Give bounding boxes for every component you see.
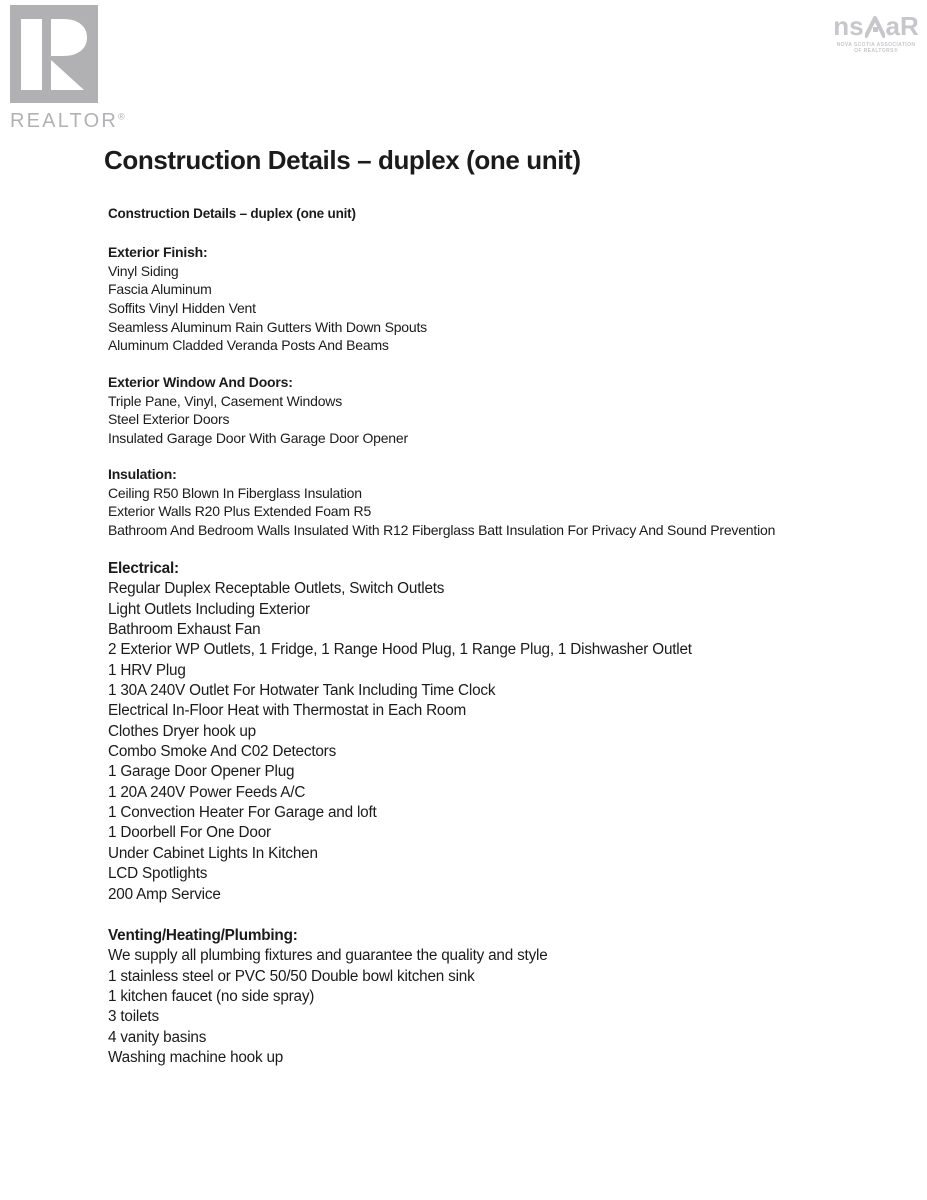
nsar-logo xyxy=(829,12,923,54)
section-line: Light Outlets Including Exterior xyxy=(108,600,310,618)
section-insulation xyxy=(108,465,775,540)
section-heading: Exterior Finish: xyxy=(108,244,208,260)
section-exterior-finish xyxy=(108,243,427,355)
section-line: Ceiling R50 Blown In Fiberglass Insulation xyxy=(108,484,362,501)
section-heading: Venting/Heating/Plumbing: xyxy=(108,927,298,944)
nsar-wordmark xyxy=(829,12,923,40)
section-line: Bathroom Exhaust Fan xyxy=(108,621,261,639)
section-line: 1 kitchen faucet (no side spray) xyxy=(108,988,315,1006)
section-line: 1 20A 240V Power Feeds A/C xyxy=(108,783,306,801)
realtor-r-icon xyxy=(10,5,98,103)
section-line: Triple Pane, Vinyl, Casement Windows xyxy=(108,392,343,409)
section-line: 3 toilets xyxy=(108,1008,159,1026)
realtor-logo-text: REALTOR xyxy=(10,110,119,132)
section-line: Seamless Aluminum Rain Gutters With Down Spouts xyxy=(108,318,427,335)
nsar-tagline-line1: NOVA SCOTIA ASSOCIATION xyxy=(836,42,916,48)
section-heading: Exterior Window And Doors: xyxy=(108,374,293,390)
section-line: Steel Exterior Doors xyxy=(108,411,230,428)
section-line: Soffits Vinyl Hidden Vent xyxy=(108,299,256,316)
section-line: Clothes Dryer hook up xyxy=(108,722,256,740)
registered-trademark-symbol: ® xyxy=(118,111,125,122)
section-heading: Electrical: xyxy=(108,560,179,577)
page-title: Construction Details – duplex (one unit) xyxy=(104,145,581,175)
realtor-logo xyxy=(10,5,125,133)
section-heading: Insulation: xyxy=(108,466,177,482)
section-line: 1 30A 240V Outlet For Hotwater Tank Including Time Clock xyxy=(108,682,496,700)
section-line: 2 Exterior WP Outlets, 1 Fridge, 1 Range Hood Plug, 1 Range Plug, 1 Dishwasher Outlet xyxy=(108,641,692,659)
section-line: 1 Garage Door Opener Plug xyxy=(108,763,295,781)
nsar-text-ar: aR xyxy=(885,11,919,41)
nsar-tagline xyxy=(829,42,923,54)
section-line: Insulated Garage Door With Garage Door Opener xyxy=(108,429,408,446)
section-line: We supply all plumbing fixtures and guarantee the quality and style xyxy=(108,947,548,965)
section-line: Washing machine hook up xyxy=(108,1049,284,1067)
nsar-tagline-line2: OF REALTORS® xyxy=(854,48,898,54)
section-line: Electrical In-Floor Heat with Thermostat in Each Room xyxy=(108,702,467,720)
section-line: Exterior Walls R20 Plus Extended Foam R5 xyxy=(108,503,372,520)
section-venting-heating-plumbing xyxy=(108,926,548,1068)
document-subtitle: Construction Details – duplex (one unit) xyxy=(108,206,356,221)
section-line: Vinyl Siding xyxy=(108,262,179,279)
section-line: 1 HRV Plug xyxy=(108,661,186,679)
section-line: Combo Smoke And C02 Detectors xyxy=(108,743,337,761)
section-line: 4 vanity basins xyxy=(108,1028,207,1046)
nsar-text-ns: ns xyxy=(833,11,864,41)
section-line: LCD Spotlights xyxy=(108,865,208,883)
section-line: Bathroom And Bedroom Walls Insulated With R12 Fiberglass Batt Insulation For Privacy And Sound Prevention xyxy=(108,521,776,538)
section-line: Regular Duplex Receptable Outlets, Switch Outlets xyxy=(108,580,445,598)
section-line: Aluminum Cladded Veranda Posts And Beams xyxy=(108,337,389,354)
nsar-house-icon xyxy=(865,14,885,38)
section-electrical xyxy=(108,559,692,905)
section-line: 1 Convection Heater For Garage and loft xyxy=(108,804,377,822)
realtor-logo-label xyxy=(10,110,125,133)
section-line: 200 Amp Service xyxy=(108,885,221,903)
section-line: Fascia Aluminum xyxy=(108,281,212,298)
section-line: 1 stainless steel or PVC 50/50 Double bowl kitchen sink xyxy=(108,967,475,985)
section-line: 1 Doorbell For One Door xyxy=(108,824,271,842)
section-exterior-window-and-doors xyxy=(108,373,408,448)
section-line: Under Cabinet Lights In Kitchen xyxy=(108,844,318,862)
